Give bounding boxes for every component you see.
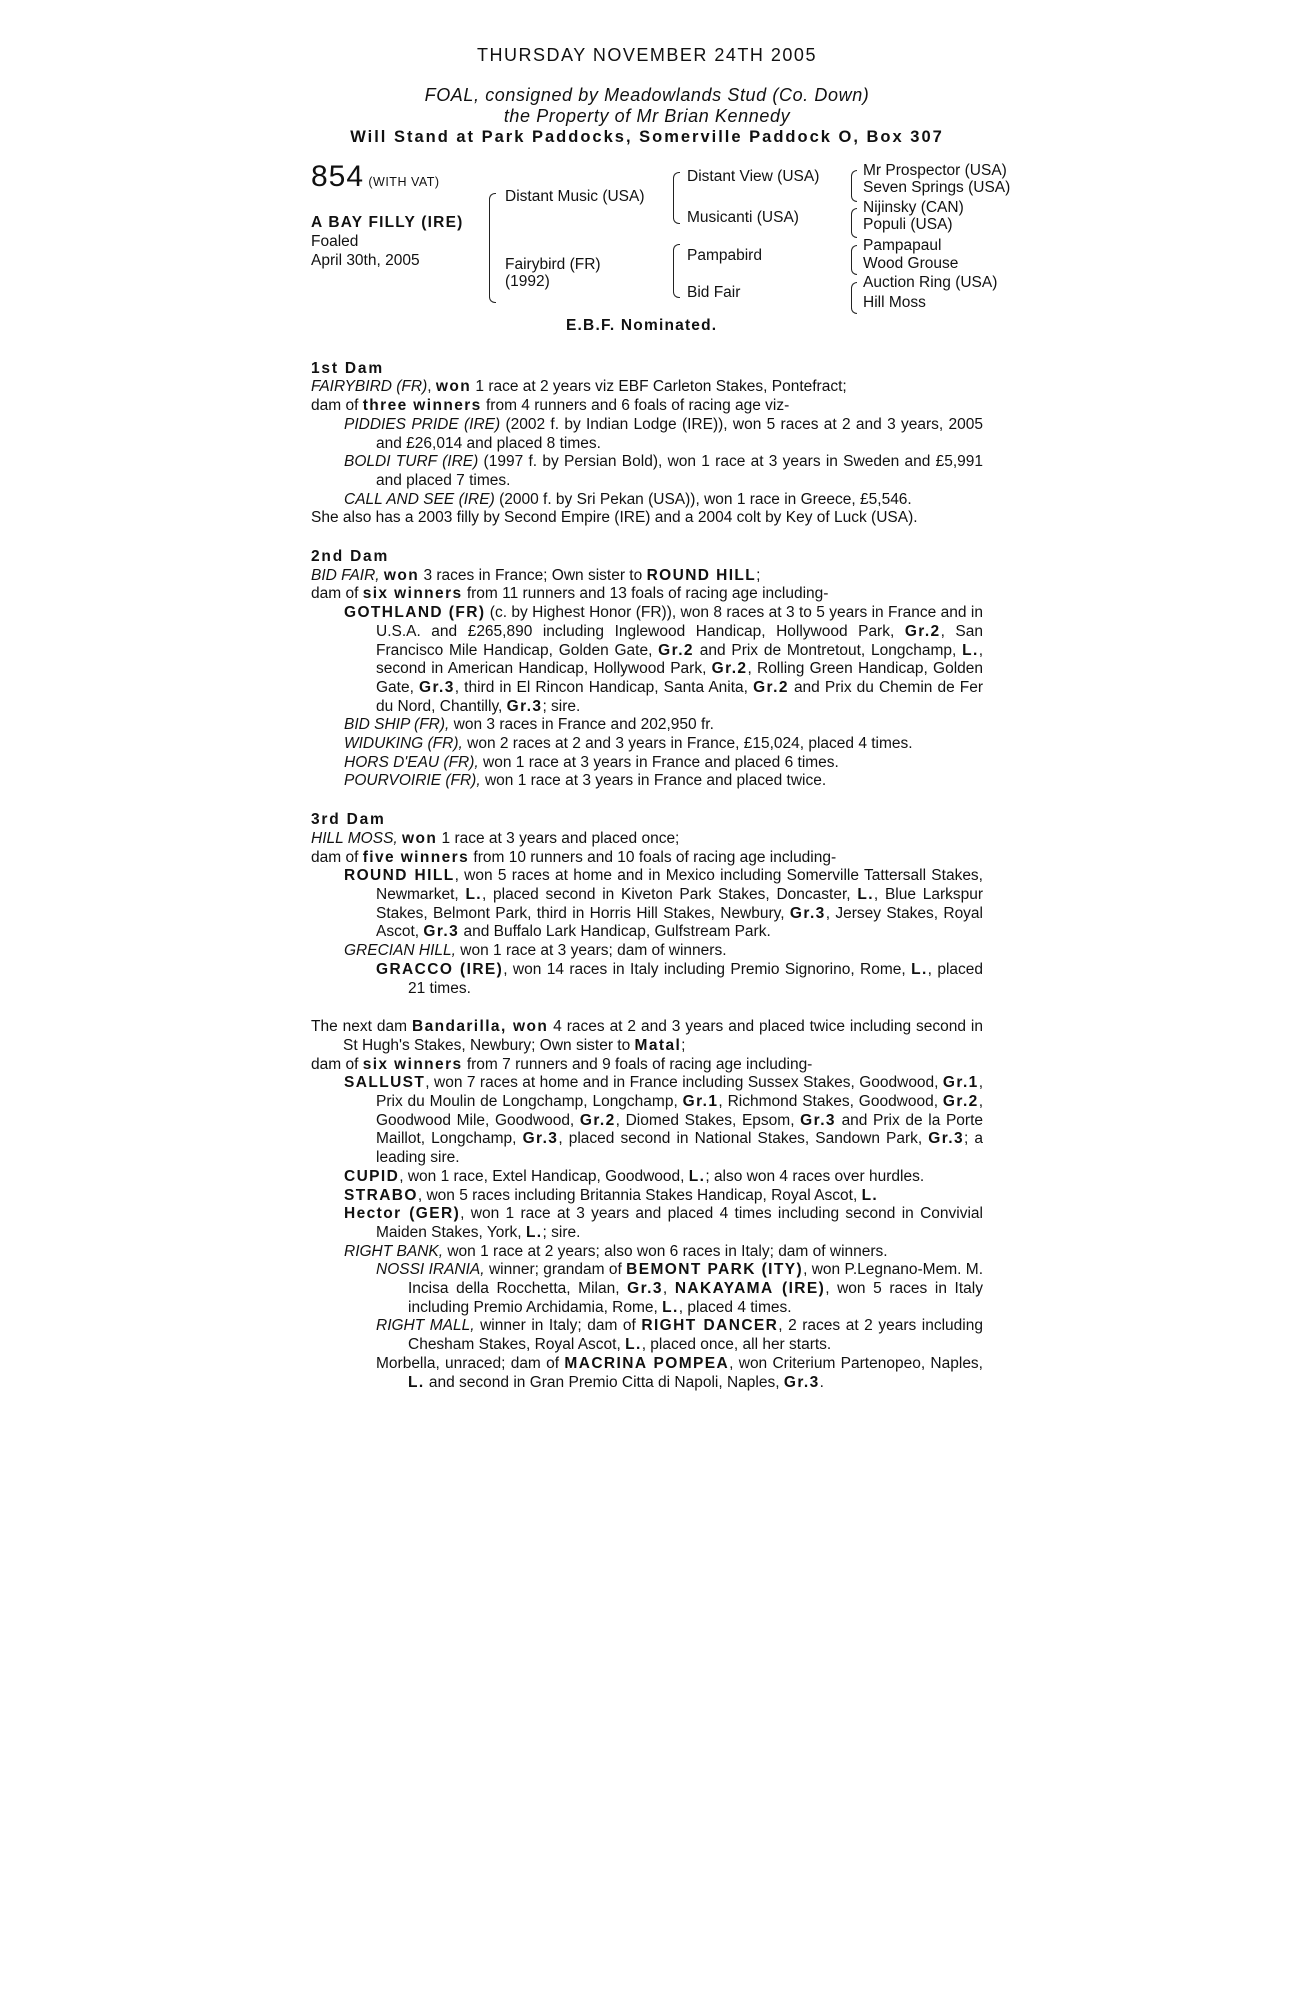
produce-item: WIDUKING (FR), won 2 races at 2 and 3 years in France, £15,024, placed 4 times. [344, 735, 913, 753]
second-dam-line2: dam of six winners from 11 runners and 13 foals of racing age including- [311, 585, 829, 603]
produce-item: BOLDI TURF (IRE) (1997 f. by Persian Bold), won 1 race at 3 years in Sweden and £5,991 and placed 7 times. [344, 453, 983, 489]
produce-item: RIGHT MALL, winner in Italy; dam of RIGHT DANCER, 2 races at 2 years including Chesham Stakes, Royal Ascot, L., placed once, all her starts. [376, 1317, 983, 1354]
pedigree-gg7: Auction Ring (USA) [863, 273, 998, 291]
third-dam-line2: dam of five winners from 10 runners and 10 foals of racing age including- [311, 848, 837, 866]
third-dam-section [311, 811, 983, 998]
sale-date: THURSDAY NOVEMBER 24TH 2005 [477, 45, 817, 65]
pedigree-sire: Distant Music (USA) [505, 187, 645, 205]
consignor-line: FOAL, consigned by Meadowlands Stud (Co. Down) [424, 84, 870, 105]
lot-description: A BAY FILLY (IRE) [311, 213, 464, 231]
property-line: the Property of Mr Brian Kennedy [503, 105, 791, 126]
pedigree-dam-year: (1992) [505, 272, 550, 290]
produce-item: HORS D'EAU (FR), won 1 race at 3 years in France and placed 6 times. [344, 753, 839, 771]
third-dam-line1: HILL MOSS, won 1 race at 3 years and placed once; [311, 829, 680, 847]
brace-sire-line [673, 172, 680, 224]
pedigree-dam-dam: Bid Fair [687, 283, 741, 301]
pedigree-gg1: Mr Prospector (USA) [863, 161, 1007, 179]
first-dam-title: 1st Dam [311, 359, 384, 377]
first-dam-line2: dam of three winners from 4 runners and 6 foals of racing age viz- [311, 397, 790, 415]
pedigree-gg3: Nijinsky (CAN) [863, 198, 964, 216]
lot-number-row [311, 159, 440, 193]
brace-gg3 [851, 245, 857, 275]
lot-number: 854 [311, 159, 365, 193]
second-dam-title: 2nd Dam [311, 548, 390, 566]
pedigree-sire-dam: Musicanti (USA) [687, 208, 799, 226]
second-dam-line1: BID FAIR, won 3 races in France; Own sister to ROUND HILL; [311, 566, 761, 584]
produce-item: CUPID, won 1 race, Extel Handicap, Goodwood, L.; also won 4 races over hurdles. [344, 1167, 925, 1185]
produce-item: Hector (GER), won 1 race at 3 years and placed 4 times including second in Convivial Maiden Stakes, York, L.; sire. [344, 1205, 983, 1241]
produce-item: RIGHT BANK, won 1 race at 2 years; also won 6 races in Italy; dam of winners. [344, 1242, 888, 1260]
brace-gg2 [851, 208, 857, 238]
pedigree-dam: Fairybird (FR) [505, 255, 601, 273]
produce-item: GOTHLAND (FR) (c. by Highest Honor (FR)), won 8 races at 3 to 5 years in France and in U.S.A. and £265,890 including Inglewood Handicap, Hollywood Park, Gr.2, San Francisco Mile Handicap, Golden Gate, Gr.2 and Prix de Montretout, Longchamp, L., second in American Handicap, Hollywood Park, Gr.2, Rolling Green Handicap, Golden Gate, Gr.3, third in El Rincon Handicap, Santa Anita, Gr.2 and Prix du Chemin de Fer du Nord, Chantilly, Gr.3; sire. [344, 604, 984, 715]
pedigree-gg8: Hill Moss [863, 293, 926, 311]
pedigree-sire-sire: Distant View (USA) [687, 167, 820, 185]
stand-line: Will Stand at Park Paddocks, Somerville Paddock O, Box 307 [350, 127, 944, 146]
second-dam-section [311, 548, 983, 791]
pedigree-dam-sire: Pampabird [687, 246, 762, 264]
third-dam-title: 3rd Dam [311, 811, 386, 829]
foaled-date: April 30th, 2005 [311, 251, 420, 269]
produce-item: GRECIAN HILL, won 1 race at 3 years; dam of winners. [344, 942, 727, 960]
pedigree-gg2: Seven Springs (USA) [863, 178, 1011, 196]
brace-dam-line [673, 244, 680, 298]
pedigree-gg4: Populi (USA) [863, 215, 953, 233]
also-has-note: She also has a 2003 filly by Second Empire (IRE) and a 2004 colt by Key of Luck (USA). [311, 509, 918, 527]
ebf-nominated: E.B.F. Nominated. [566, 316, 718, 334]
produce-item: NOSSI IRANIA, winner; grandam of BEMONT PARK (ITY), won P.Legnano-Mem. M. Incisa della Rocchetta, Milan, Gr.3, NAKAYAMA (IRE), won 5 races in Italy including Premio Archidamia, Rome, L., placed 4 times. [376, 1261, 984, 1316]
foaled-label: Foaled [311, 232, 359, 250]
produce-item: STRABO, won 5 races including Britannia Stakes Handicap, Royal Ascot, L. [344, 1186, 879, 1204]
first-dam-line1: FAIRYBIRD (FR), won 1 race at 2 years viz EBF Carleton Stakes, Pontefract; [311, 378, 847, 396]
produce-item: BID SHIP (FR), won 3 races in France and 202,950 fr. [344, 716, 714, 734]
next-dam-line1: The next dam Bandarilla, won 4 races at 2 and 3 years and placed twice including second in St Hugh's Stakes, Newbury; Own sister to Matal; [311, 1018, 983, 1054]
produce-item: POURVOIRIE (FR), won 1 race at 3 years in France and placed twice. [344, 772, 827, 790]
produce-item: PIDDIES PRIDE (IRE) (2002 f. by Indian Lodge (IRE)), won 5 races at 2 and 3 years, 2005 and £26,014 and placed 8 times. [344, 415, 983, 452]
dam-name: FAIRYBIRD (FR) [311, 378, 428, 396]
produce-item: CALL AND SEE (IRE) (2000 f. by Sri Pekan (USA)), won 1 race in Greece, £5,546. [344, 490, 912, 508]
pedigree-block [311, 159, 1011, 344]
first-dam-section [311, 360, 983, 528]
produce-item: SALLUST, won 7 races at home and in France including Sussex Stakes, Goodwood, Gr.1, Prix du Moulin de Longchamp, Longchamp, Gr.1, Richmond Stakes, Goodwood, Gr.2, Goodwood Mile, Goodwood, Gr.2, Diomed Stakes, Epsom, Gr.3 and Prix de la Porte Maillot, Longchamp, Gr.3, placed second in National Stakes, Sandown Park, Gr.3; a leading sire. [344, 1074, 984, 1167]
pedigree-gg5: Pampapaul [863, 236, 942, 254]
produce-item: GRACCO (IRE), won 14 races in Italy including Premio Signorino, Rome, L., placed 21 times. [376, 960, 984, 997]
brace-gg4 [851, 282, 857, 314]
produce-item: Morbella, unraced; dam of MACRINA POMPEA, won Criterium Partenopeo, Naples, L. and second in Gran Premio Citta di Napoli, Naples, Gr.3. [376, 1354, 983, 1391]
next-dam-line2: dam of six winners from 7 runners and 9 foals of racing age including- [311, 1055, 813, 1073]
catalogue-page [311, 45, 1011, 1392]
brace-sire-dam [489, 193, 496, 303]
next-dam-section [311, 1018, 983, 1392]
produce-item: ROUND HILL, won 5 races at home and in Mexico including Somerville Tattersall Stakes, Newmarket, L., placed second in Kiveton Park Stakes, Doncaster, L., Blue Larkspur Stakes, Belmont Park, third in Horris Hill Stakes, Newbury, Gr.3, Jersey Stakes, Royal Ascot, Gr.3 and Buffalo Lark Handicap, Gulfstream Park. [344, 867, 984, 941]
pedigree-gg6: Wood Grouse [863, 254, 959, 272]
brace-gg1 [851, 170, 857, 202]
vat-note: (WITH VAT) [368, 174, 440, 189]
